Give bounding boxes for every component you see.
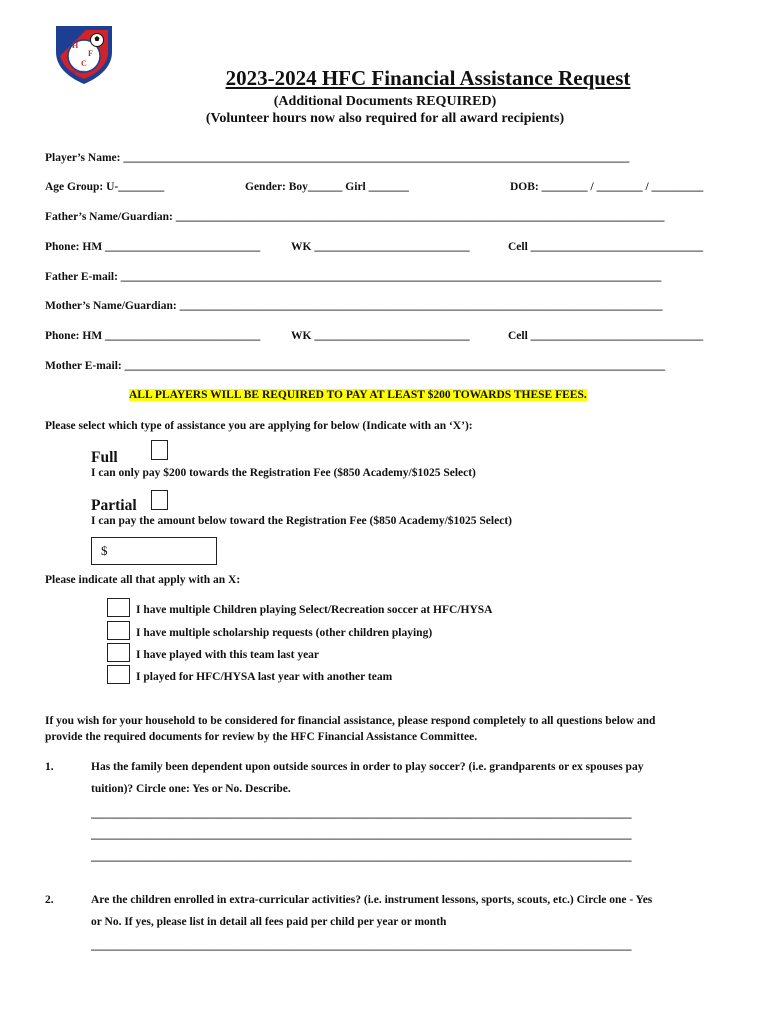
apply-checkbox-3[interactable] (107, 643, 130, 662)
full-label: Full (91, 449, 118, 466)
subtitle-volunteer: (Volunteer hours now also required for all award recipients) (205, 111, 565, 126)
dollar-sign: $ (101, 543, 108, 558)
question-2-answer-line-1[interactable]: ______________________________________________________________________________________________ (91, 940, 632, 952)
full-description: I can only pay $200 towards the Registration Fee ($850 Academy/$1025 Select) (91, 467, 476, 479)
question-2-number: 2. (45, 894, 54, 906)
father-name-field[interactable]: Father’s Name/Guardian: _____________________________________________________________________________________ (45, 211, 665, 223)
question-1-line-1: Has the family been dependent upon outside sources in order to play soccer? (i.e. grandparents or ex spouses pay (91, 761, 644, 773)
amount-input[interactable] (91, 537, 217, 565)
question-1-answer-line-3[interactable]: ______________________________________________________________________________________________ (91, 851, 632, 863)
logo-letter-h: H (72, 41, 79, 50)
logo-letter-c: C (81, 59, 87, 68)
dob-field[interactable]: DOB: ________ / ________ / _________ (510, 181, 704, 193)
assistance-prompt: Please select which type of assistance you are applying for below (Indicate with an ‘X’): (45, 420, 473, 432)
mother-name-field[interactable]: Mother’s Name/Guardian: ____________________________________________________________________________________ (45, 300, 663, 312)
gender-field[interactable]: Gender: Boy______ Girl _______ (245, 181, 409, 193)
partial-checkbox[interactable] (151, 490, 168, 510)
apply-item-4: I played for HFC/HYSA last year with another team (136, 671, 393, 683)
question-2-line-1: Are the children enrolled in extra-curricular activities? (i.e. instrument lessons, sports, scouts, etc.) Circle one - Yes (91, 894, 653, 906)
logo-est-text: Est. 1988 (70, 70, 85, 74)
father-phone-cell-field[interactable]: Cell ______________________________ (508, 241, 704, 253)
payment-notice: ALL PLAYERS WILL BE REQUIRED TO PAY AT LEAST $200 TOWARDS THESE FEES. (129, 389, 587, 401)
question-1-answer-line-2[interactable]: ______________________________________________________________________________________________ (91, 829, 632, 841)
page-title: 2023-2024 HFC Financial Assistance Request (225, 66, 631, 90)
partial-description: I can pay the amount below toward the Registration Fee ($850 Academy/$1025 Select) (91, 515, 512, 527)
apply-item-2: I have multiple scholarship requests (other children playing) (136, 627, 433, 639)
player-name-field[interactable]: Player’s Name: ________________________________________________________________________________________ (45, 152, 630, 164)
apply-checkbox-4[interactable] (107, 665, 130, 684)
intro-line-1: If you wish for your household to be considered for financial assistance, please respond completely to all questions below and (45, 715, 656, 727)
apply-item-1: I have multiple Children playing Select/Recreation soccer at HFC/HYSA (136, 604, 493, 616)
full-checkbox[interactable] (151, 440, 168, 460)
apply-prompt: Please indicate all that apply with an X: (45, 574, 241, 586)
question-1-number: 1. (45, 761, 54, 773)
partial-label: Partial (91, 497, 137, 514)
apply-item-3: I have played with this team last year (136, 649, 320, 661)
intro-line-2: provide the required documents for review by the HFC Financial Assistance Committee. (45, 731, 478, 743)
age-group-field[interactable]: Age Group: U-________ (45, 181, 165, 193)
father-phone-hm-field[interactable]: Phone: HM ___________________________ (45, 241, 261, 253)
question-2-line-2: or No. If yes, please list in detail all fees paid per child per year or month (91, 916, 447, 928)
mother-phone-cell-field[interactable]: Cell ______________________________ (508, 330, 704, 342)
mother-phone-wk-field[interactable]: WK ___________________________ (291, 330, 470, 342)
subtitle-documents: (Additional Documents REQUIRED) (273, 94, 497, 109)
question-1-answer-line-1[interactable]: ______________________________________________________________________________________________ (91, 808, 632, 820)
apply-checkbox-1[interactable] (107, 598, 130, 617)
father-phone-wk-field[interactable]: WK ___________________________ (291, 241, 470, 253)
mother-email-field[interactable]: Mother E-mail: ______________________________________________________________________________________________ (45, 360, 666, 372)
question-1-line-2: tuition)? Circle one: Yes or No. Describe. (91, 783, 291, 795)
father-email-field[interactable]: Father E-mail: ______________________________________________________________________________________________ (45, 271, 662, 283)
apply-checkbox-2[interactable] (107, 621, 130, 640)
logo-letter-f: F (88, 49, 93, 58)
mother-phone-hm-field[interactable]: Phone: HM ___________________________ (45, 330, 261, 342)
